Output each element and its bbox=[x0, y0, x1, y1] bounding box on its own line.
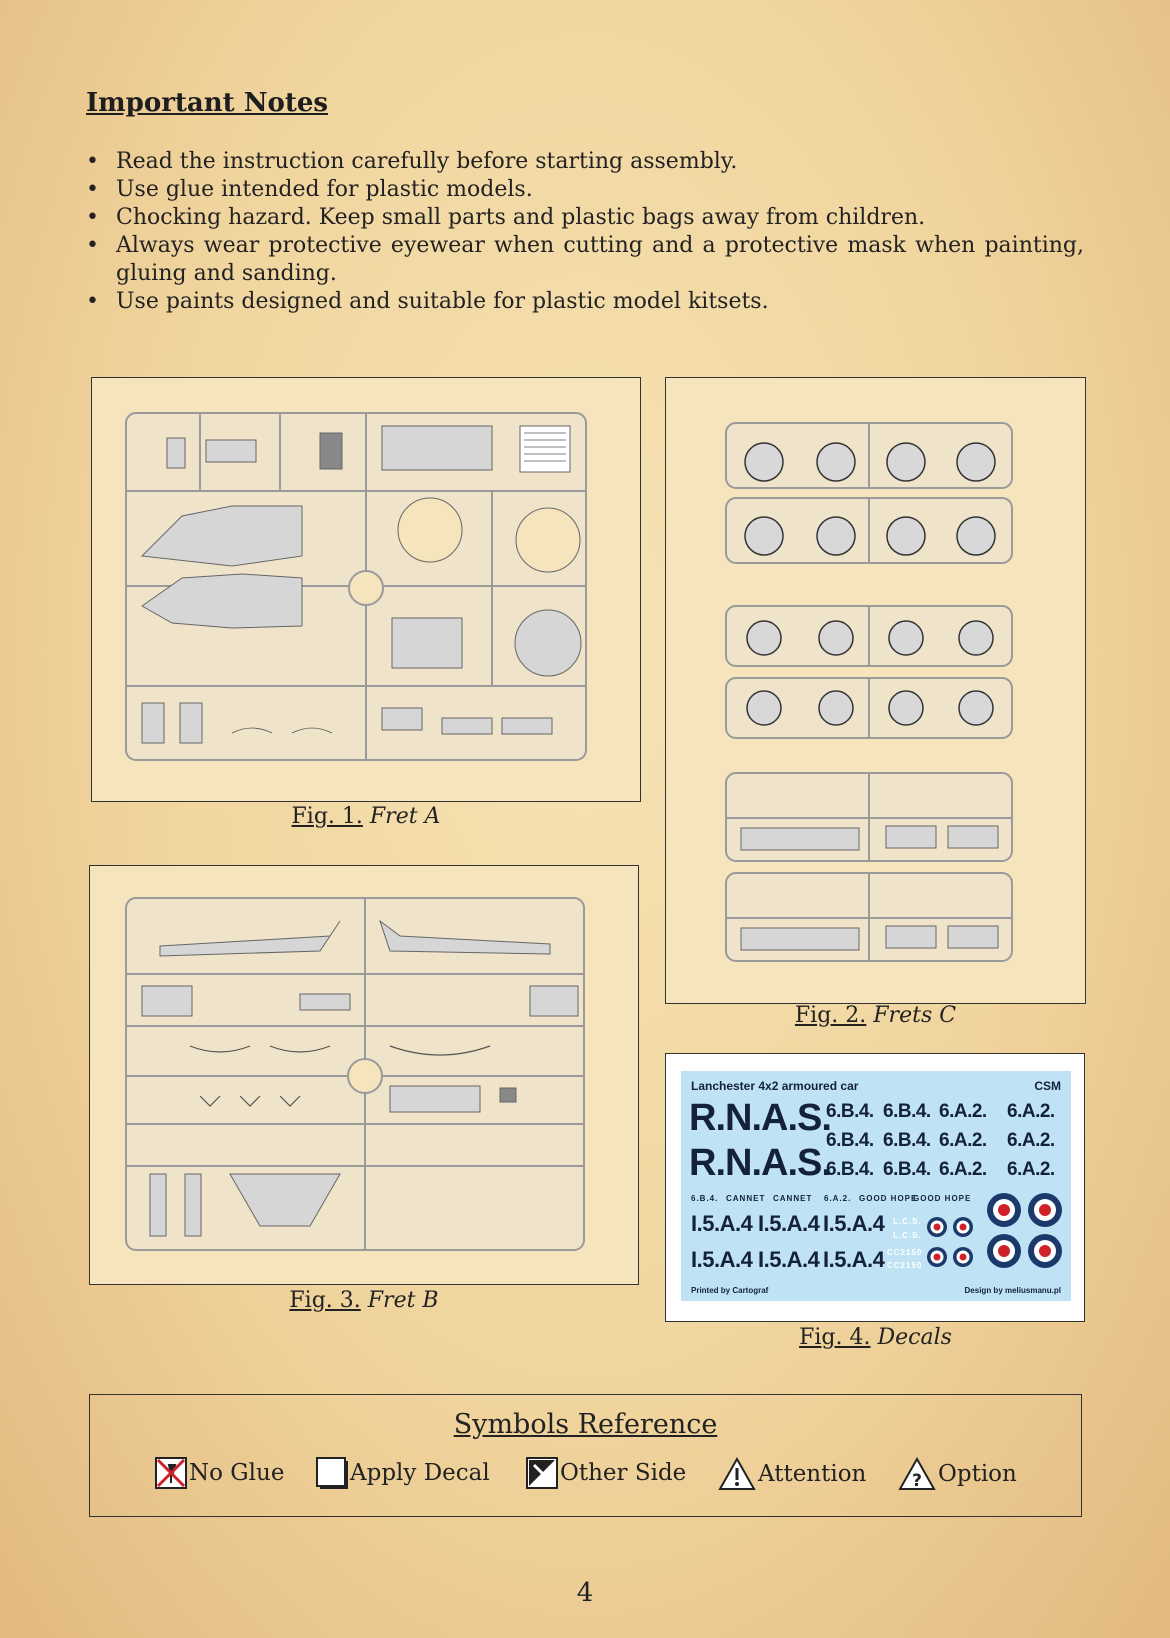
fig4-caption bbox=[665, 1325, 1086, 1350]
decal-code: 6.B.4. bbox=[826, 1159, 874, 1180]
option-icon bbox=[898, 1457, 936, 1491]
decal-code: 6.B.4. bbox=[883, 1101, 931, 1122]
decal-small-label: GOOD HOPE bbox=[859, 1194, 918, 1203]
fig3-caption bbox=[89, 1288, 639, 1313]
decal-code: 6.A.2. bbox=[939, 1130, 987, 1151]
decal-code: 6.B.4. bbox=[883, 1159, 931, 1180]
note-item: • Chocking hazard. Keep small parts and plastic bags away from children. bbox=[86, 204, 1084, 232]
fret-b-sprue-drawing bbox=[90, 866, 638, 1284]
notes-title: Important Notes bbox=[86, 88, 329, 118]
decal-small-label: 6.A.2. bbox=[824, 1194, 852, 1203]
decal-lcs: L.C.S. bbox=[893, 1217, 922, 1226]
symbol-apply-decal bbox=[316, 1457, 490, 1489]
decal-small-label: GOOD HOPE bbox=[913, 1194, 972, 1203]
fig1-caption bbox=[91, 804, 641, 829]
svg-text:?: ? bbox=[912, 1471, 922, 1491]
roundel bbox=[953, 1217, 973, 1237]
symbol-label: Attention bbox=[758, 1461, 867, 1487]
decal-sheet-title: Lanchester 4x2 armoured car bbox=[691, 1079, 859, 1093]
roundel bbox=[953, 1247, 973, 1267]
fig2-name: Frets C bbox=[873, 1003, 957, 1028]
decal-rnas: R.N.A.S. bbox=[689, 1097, 831, 1139]
symbols-title: Symbols Reference bbox=[453, 1409, 718, 1440]
decal-printer-credit: Printed by Cartograf bbox=[691, 1286, 769, 1295]
note-item: • Use paints designed and suitable for plastic model kitsets. bbox=[86, 288, 1084, 316]
symbol-label: Apply Decal bbox=[350, 1460, 490, 1486]
notes-list bbox=[86, 148, 1084, 316]
decal-code: 6.A.2. bbox=[939, 1159, 987, 1180]
fret-a-sprue-drawing bbox=[92, 378, 640, 801]
symbols-reference bbox=[89, 1394, 1082, 1517]
note-item: • Use glue intended for plastic models. bbox=[86, 176, 1084, 204]
fig2-number: Fig. 2. bbox=[794, 1003, 867, 1028]
decal-isa: I.5.A.4 bbox=[823, 1247, 885, 1272]
decal-rnas: R.N.A.S. bbox=[689, 1142, 831, 1184]
symbol-no-glue bbox=[155, 1457, 284, 1489]
decal-design-credit: Design by meliusmanu.pl bbox=[964, 1286, 1061, 1295]
fig4-name: Decals bbox=[877, 1325, 952, 1350]
decal-serial: CC2150 bbox=[887, 1248, 923, 1257]
decal-isa: I.5.A.4 bbox=[823, 1211, 885, 1236]
note-item: • Always wear protective eyewear when cutting and a protective mask when painting, gluing and sanding. bbox=[86, 232, 1084, 288]
decal-isa: I.5.A.4 bbox=[691, 1247, 753, 1272]
decal-isa: I.5.A.4 bbox=[758, 1211, 820, 1236]
fret-a-figure bbox=[91, 377, 641, 802]
fig3-number: Fig. 3. bbox=[289, 1288, 361, 1313]
fig2-caption bbox=[665, 1003, 1086, 1028]
frets-c-sprue-drawing bbox=[666, 378, 1085, 1003]
no-glue-icon bbox=[155, 1457, 187, 1489]
roundel bbox=[927, 1217, 947, 1237]
symbol-label: Other Side bbox=[560, 1460, 687, 1486]
decal-code: 6.B.4. bbox=[826, 1130, 874, 1151]
symbol-other-side bbox=[526, 1457, 686, 1489]
fret-b-figure bbox=[89, 865, 639, 1285]
decal-small-label: CANNET bbox=[726, 1194, 766, 1203]
decal-isa: I.5.A.4 bbox=[758, 1247, 820, 1272]
decal-sheet-brand: CSM bbox=[1034, 1079, 1061, 1093]
decal-code: 6.A.2. bbox=[1007, 1159, 1055, 1180]
roundel bbox=[987, 1193, 1021, 1227]
roundel bbox=[927, 1247, 947, 1267]
decal-code: 6.A.2. bbox=[1007, 1130, 1055, 1151]
decal-code: 6.A.2. bbox=[939, 1101, 987, 1122]
frets-c-figure bbox=[665, 377, 1086, 1004]
fig3-name: Fret B bbox=[367, 1288, 439, 1313]
decal-isa: I.5.A.4 bbox=[691, 1211, 753, 1236]
roundel bbox=[1028, 1193, 1062, 1227]
other-side-icon bbox=[526, 1457, 558, 1489]
symbol-label: Option bbox=[938, 1461, 1017, 1487]
decal-lcs: L.C.S. bbox=[893, 1231, 922, 1240]
fig1-name: Fret A bbox=[369, 804, 441, 829]
decal-sheet bbox=[681, 1071, 1071, 1301]
attention-icon bbox=[718, 1457, 756, 1491]
decal-small-label: 6.B.4. bbox=[691, 1194, 719, 1203]
fig1-number: Fig. 1. bbox=[291, 804, 363, 829]
decal-code: 6.B.4. bbox=[826, 1101, 874, 1122]
symbol-label: No Glue bbox=[189, 1460, 285, 1486]
decal-code: 6.B.4. bbox=[883, 1130, 931, 1151]
fig4-number: Fig. 4. bbox=[799, 1325, 871, 1350]
roundel bbox=[987, 1234, 1021, 1268]
symbol-option bbox=[898, 1457, 1017, 1491]
apply-decal-icon bbox=[316, 1457, 348, 1489]
decal-serial: CC2150 bbox=[887, 1261, 923, 1270]
roundel bbox=[1028, 1234, 1062, 1268]
symbol-attention bbox=[718, 1457, 866, 1491]
decal-code: 6.A.2. bbox=[1007, 1101, 1055, 1122]
note-item: • Read the instruction carefully before starting assembly. bbox=[86, 148, 1084, 176]
page-number: 4 bbox=[576, 1578, 594, 1608]
decal-small-label: CANNET bbox=[773, 1194, 813, 1203]
